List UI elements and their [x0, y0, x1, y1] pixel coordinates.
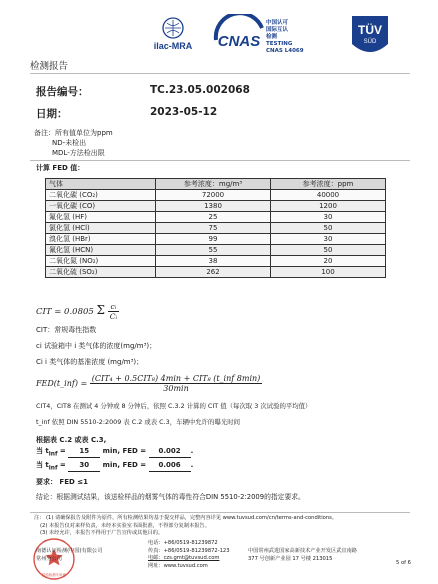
address-block	[248, 548, 357, 563]
fed-formula	[36, 374, 262, 393]
telephone: 电话：+86/0519-81239872	[148, 540, 218, 546]
footer-divider	[30, 512, 410, 513]
cnas-line: 中国认可	[266, 20, 289, 26]
table-cell: 100	[271, 267, 386, 278]
footer-note: 注： (1) 请确保报告及附件为原件，所有检测结果均基于提交样品，完整内容详见 www.tuvsud.com/cn/terms-and-conditions。	[34, 515, 338, 521]
section-divider	[30, 160, 410, 161]
min-fed-text: min, FED =	[102, 447, 147, 455]
report-no-value: TC.23.05.002068	[150, 84, 250, 96]
table-row	[46, 234, 386, 245]
table-cell: 50	[271, 223, 386, 234]
reference-concentration-table	[45, 178, 386, 278]
email-link[interactable]: 电邮：czs.gmt@tuvsud.com	[148, 555, 220, 561]
table-cell: 25	[156, 212, 271, 223]
definition-line: ci 试验箱中 i 类气体的浓度(mg/m³)；	[36, 342, 157, 350]
notes-block	[34, 128, 113, 158]
table-row	[46, 212, 386, 223]
fed-heading: 计算 FED 值：	[36, 164, 85, 172]
table-cell: 30	[271, 212, 386, 223]
equals-sign: =	[59, 461, 66, 469]
table-cell: 20	[271, 256, 386, 267]
date-label: 日期：	[36, 108, 68, 120]
table-row	[46, 245, 386, 256]
table-cell: 40000	[271, 190, 386, 201]
fax: 传真：+86/0519-81239872-123	[148, 547, 230, 554]
contact-block	[148, 540, 230, 570]
report-no-label: 报告编号：	[36, 86, 89, 98]
table-cell: 38	[156, 256, 271, 267]
fraction-numerator: cᵢ	[108, 302, 119, 312]
table-cell: 氟化氢 (HF)	[46, 212, 156, 223]
cnas-line: 国际互认	[266, 27, 289, 33]
footer-note: (3) 未经允许，本报告不得用于广告宣传或其他目的。	[40, 530, 164, 536]
table-cell: 1200	[271, 201, 386, 212]
table-cell: 30	[271, 234, 386, 245]
table-cell: 50	[271, 245, 386, 256]
ilac-text: ilac-MRA	[153, 41, 193, 51]
result-prefix: 当 t	[36, 461, 49, 469]
cnas-text: CNAS	[217, 33, 261, 50]
address-line: 中国常州武进国家高新技术产业开发区武宜南路	[248, 548, 357, 554]
end-period: .	[190, 447, 194, 455]
end-period: .	[190, 461, 194, 469]
tuv-sub-text: SÜD	[363, 39, 377, 45]
t-inf-value: 30	[68, 461, 100, 472]
fraction-numerator: (CIT₄ + 0.5CIT₈) 4min + CIT₈ (t_inf 8min)	[91, 374, 261, 383]
table-row	[46, 256, 386, 267]
results-intro: 根据表 C.2 或表 C.3,	[36, 436, 107, 444]
cit-formula	[36, 302, 119, 321]
tuv-sud-logo	[348, 14, 392, 60]
table-cell: 二氧化硫 (SO₂)	[46, 267, 156, 278]
result-line-1	[36, 447, 193, 460]
company-name	[36, 548, 102, 563]
footer-notes	[34, 515, 429, 538]
fed-value: 0.002	[149, 447, 191, 458]
table-cell: 氰化氢 (HCN)	[46, 245, 156, 256]
website-link[interactable]: 网址：www.tuvsud.com	[148, 562, 208, 569]
page-title: 检测报告	[30, 61, 69, 72]
table-header-row	[46, 179, 386, 190]
table-cell: 一氧化碳 (CO)	[46, 201, 156, 212]
explanation-line: CIT4，CIT8 在测试 4 分钟或 8 分钟后，依照 C.3.2 计算的 CIT 值（每次取 3 次试验的平均值）	[36, 402, 312, 410]
requirement: 要求： FED ≤1	[36, 478, 88, 486]
header-divider	[30, 73, 410, 74]
table-cell: 溴化氢 (HBr)	[46, 234, 156, 245]
table-cell: 氯化氢 (HCl)	[46, 223, 156, 234]
fraction-denominator: 30min	[163, 384, 189, 393]
table-row	[46, 201, 386, 212]
table-row	[46, 223, 386, 234]
cit-fraction	[108, 302, 119, 321]
table-cell: 1380	[156, 201, 271, 212]
cnas-line: 检测	[266, 34, 278, 40]
table-row	[46, 267, 386, 278]
cnas-line: CNAS L4069	[266, 48, 304, 54]
definition-line: Ci i 类气体的基准浓度 (mg/m³)；	[36, 358, 144, 366]
table-header-cell: 气体	[46, 179, 156, 190]
inf-subscript: inf	[48, 465, 58, 472]
table-header-cell: 参考浓度：mg/m³	[156, 179, 271, 190]
conclusion: 结论：根据测试结果，该送检样品的烟雾气体的毒性符合DIN 5510-2:2009的指定要求。	[36, 493, 305, 501]
table-cell: 99	[156, 234, 271, 245]
cnas-logo	[212, 14, 266, 56]
note-line: 备注：所有值单位为ppm	[34, 129, 113, 137]
cit-formula-lhs: CIT = 0.0805	[36, 307, 94, 317]
table-cell: 72000	[156, 190, 271, 201]
definition-line: CIT：常规毒性指数	[36, 326, 97, 334]
date-value: 2023-05-12	[150, 106, 218, 118]
explanation-line: t_inf 依照 DIN 5510-2:2009 表 C.2 或表 C.3，车辆中允许的曝光时间	[36, 418, 241, 426]
min-fed-text: min, FED =	[102, 461, 147, 469]
company-line: 常州分公司	[36, 555, 62, 562]
ilac-mra-logo	[142, 16, 204, 56]
table-cell: 262	[156, 267, 271, 278]
note-line: ND-未检出	[52, 139, 87, 147]
cnas-line: TESTING	[266, 41, 293, 47]
address-line: 377 号创新产业园 17 号楼 213015	[248, 555, 333, 562]
result-prefix: 当 t	[36, 447, 49, 455]
fed-value: 0.006	[149, 461, 191, 472]
table-cell: 75	[156, 223, 271, 234]
table-row	[46, 190, 386, 201]
page-number: 5 of 6	[396, 560, 411, 566]
cnas-accreditation-text	[266, 20, 304, 55]
seal-text: 检验检测专用章	[42, 573, 66, 577]
table-cell: 二氧化氮 (NO₂)	[46, 256, 156, 267]
t-inf-value: 15	[68, 447, 100, 458]
fed-formula-lhs: FED(t_inf) =	[36, 379, 88, 388]
equals-sign: =	[59, 447, 66, 455]
table-header-cell: 参考浓度：ppm	[271, 179, 386, 190]
table-cell: 二氧化碳 (CO₂)	[46, 190, 156, 201]
note-line: MDL-方法检出限	[52, 149, 105, 157]
result-line-2	[36, 461, 193, 474]
fed-fraction	[90, 374, 263, 393]
inf-subscript: inf	[48, 451, 58, 458]
table-cell: 55	[156, 245, 271, 256]
company-line: 南德认证检测(中国)有限公司	[36, 548, 103, 554]
footer-note: (2) 本报告仅对来样负责，未经本实验室书面批准，不得部分复制本报告。	[40, 522, 210, 529]
sum-symbol: Σ	[96, 303, 105, 317]
tuv-text: TÜV	[358, 23, 382, 37]
fraction-denominator: Cᵢ	[109, 312, 117, 321]
